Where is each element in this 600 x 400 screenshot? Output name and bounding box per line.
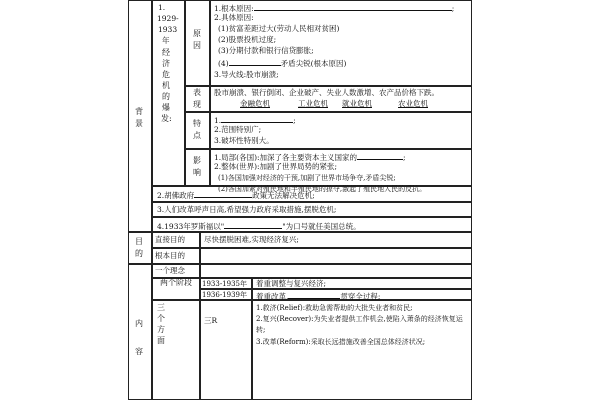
feat-2: 2.范围特别广; — [214, 125, 262, 134]
inf-1-post: ; — [403, 153, 406, 162]
perf-item-agriculture: 农业危机 — [398, 99, 428, 108]
stage2-blank[interactable] — [288, 290, 340, 299]
crisis-period-num: 1. — [158, 3, 166, 12]
r-item-recover — [256, 314, 468, 336]
cause-specific: 2.具体原因: — [214, 13, 254, 22]
r-item-relief: 1.救济(Relief):救助急需帮助的大批失业者和贫民; — [256, 304, 413, 312]
direct-value: 尽快摆脱困难,实现经济复兴; — [204, 235, 299, 244]
inf-label: 影响 — [193, 156, 201, 177]
stage1-desc: 着重调整与复兴经济; — [256, 279, 327, 288]
hoover-blank[interactable] — [194, 189, 252, 198]
feat-3: 3.破坏性特别大。 — [214, 136, 274, 145]
r-item-recover-text: 2.复兴(Recover):为失业者提供工作机会,使陷入萧条的经济恢复运转; — [256, 315, 463, 334]
inf-2a: (1)各国加强对经济的干预,加剧了世界市场争夺,矛盾尖锐; — [218, 174, 396, 182]
cause-root-blank[interactable] — [254, 2, 452, 11]
stage2-year: 1936-1939年 — [202, 291, 247, 299]
root-value-cell[interactable] — [200, 248, 472, 264]
cause-fuse: 3.导火线:股市崩溃; — [214, 70, 279, 79]
cause-specific-b: (2)股票投机过度; — [218, 35, 277, 44]
people-row: 3.人们改革呼声日高,希望强力政府采取措施,摆脱危机; — [157, 205, 337, 214]
roosevelt-blank[interactable] — [224, 220, 282, 229]
hoover-pre: 2.胡佛政府 — [157, 191, 195, 200]
inf-1-pre: 1.局部(各国):加深了各主要资本主义国家的 — [214, 153, 358, 162]
feat-1-text: 1. — [214, 116, 222, 125]
cause-root-text: 1.根本原因: — [214, 4, 254, 13]
roosevelt-pre: 4.1933年罗斯福以" — [157, 222, 225, 231]
inf-2: 2.整体(世界):加剧了世界局势的紧张; — [214, 162, 338, 171]
perf-item-industry: 工业危机 — [298, 99, 328, 108]
stage2-post: 贯穿全过程; — [340, 292, 381, 301]
idea-value-cell[interactable] — [200, 264, 472, 278]
inf-2b: (2)各国加紧对殖民地和半殖民地的掠夺,激起了殖民地人民的反抗。 — [218, 185, 427, 193]
feat-1: 1. ; — [214, 116, 296, 125]
perf-text: 股市崩溃、银行倒闭、企业破产、失业人数激增、农产品价格下跌。 — [214, 88, 439, 97]
perf-item-employment: 就业危机 — [342, 99, 372, 108]
feat-1-blank[interactable] — [221, 114, 293, 123]
bg-column-label: 背景 — [135, 107, 143, 128]
cause-specific-d-blank[interactable] — [229, 57, 281, 66]
purpose-column-label: 目的 — [135, 237, 143, 258]
roosevelt-row — [157, 220, 361, 232]
crisis-years-c: 年 — [162, 36, 170, 45]
content-column-label: 内容 — [135, 319, 143, 356]
aspects-label: 三个方面 — [157, 303, 165, 345]
cause-label: 原因 — [193, 29, 201, 50]
stages-label: 两个阶段 — [160, 278, 192, 287]
r-label: 三R — [204, 316, 218, 325]
r-label-cell — [200, 300, 252, 400]
roosevelt-post: "为口号就任美国总统。 — [282, 222, 361, 231]
crisis-name: 经济危机的爆发: — [161, 48, 172, 123]
cause-specific-d-post: 矛盾尖锐(根本原因) — [280, 59, 347, 68]
r-item-reform: 3.改革(Reform):采取长远措施改善全国总体经济状况; — [256, 338, 426, 346]
cause-specific-a: (1)贫富差距过大(劳动人民相对贫困) — [218, 24, 340, 33]
cause-specific-d-pre: (4) — [218, 59, 229, 68]
root-label: 根本目的 — [155, 251, 185, 260]
inf-1-blank[interactable] — [357, 151, 403, 160]
cause-specific-d — [218, 57, 346, 69]
hoover-row — [157, 189, 315, 201]
direct-label: 直接目的 — [155, 235, 185, 244]
crisis-years-b: 1933 — [158, 25, 178, 34]
stage2-pre: 着重改革, — [256, 292, 289, 301]
perf-item-finance: 金融危机 — [240, 99, 270, 108]
stage1-year: 1933-1935年 — [202, 280, 247, 288]
hoover-post: 政策无法解决危机; — [252, 191, 315, 200]
cause-specific-c: (3)分期付款和银行信贷膨胀; — [218, 46, 314, 55]
cause-root: 1.根本原因: ; — [214, 4, 455, 13]
perf-label: 表现 — [193, 88, 201, 109]
feat-label: 特点 — [193, 119, 201, 140]
crisis-years-a: 1929- — [157, 14, 179, 23]
idea-label: 一个理念 — [155, 266, 185, 275]
